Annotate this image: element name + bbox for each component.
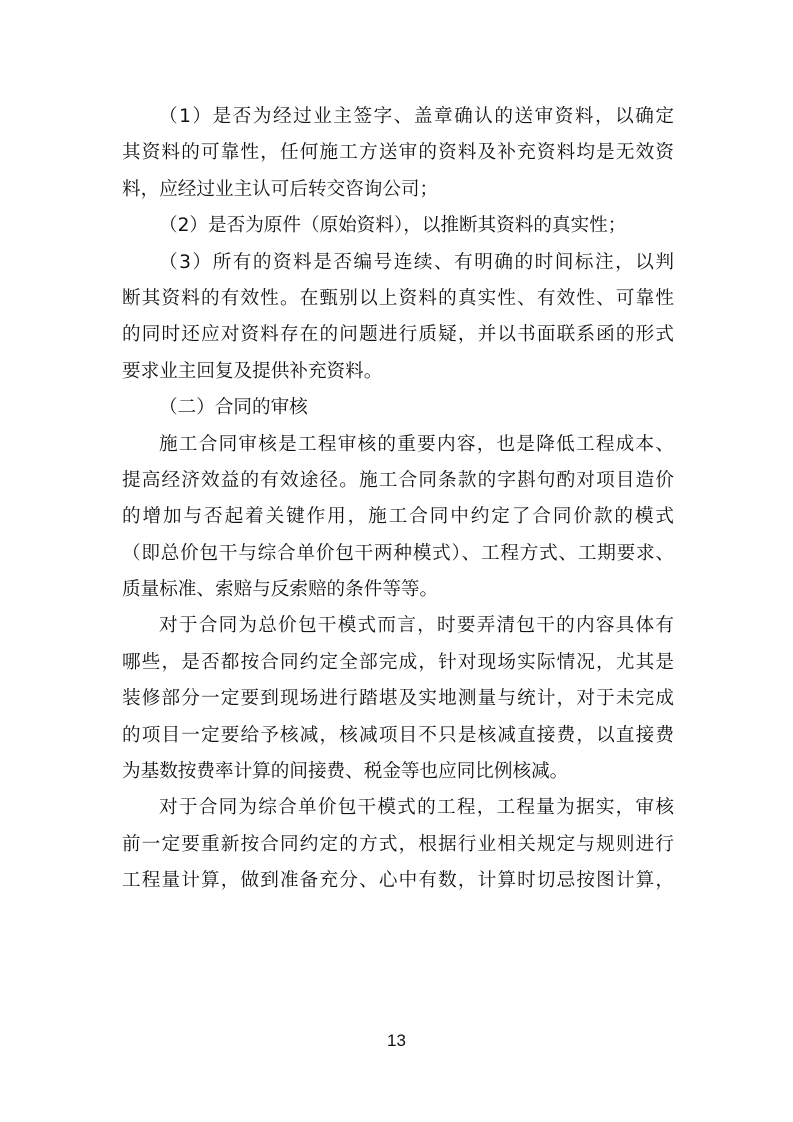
text-line: （二）合同的审核	[159, 397, 308, 419]
text-line: 前一定要重新按合同约定的方式，根据行业相关规定与规则进行	[122, 833, 674, 855]
text-line: 的项目一定要给予核减，核减项目不只是核减直接费，以直接费	[122, 724, 674, 746]
text-line: 对于合同为总价包干模式而言，时要弄清包干的内容具体有	[159, 615, 674, 637]
text-line: （2）是否为原件（原始资料），以推断其资料的真实性；	[159, 215, 627, 237]
text-line: （3）所有的资料是否编号连续、有明确的时间标注，以判	[159, 251, 674, 273]
text-line: 质量标准、索赔与反索赔的条件等等。	[122, 579, 439, 601]
text-line: 要求业主回复及提供补充资料。	[122, 360, 383, 382]
text-line: 断其资料的有效性。在甄别以上资料的真实性、有效性、可靠性	[122, 287, 674, 309]
text-line: 装修部分一定要到现场进行踏堪及实地测量与统计，对于未完成	[122, 688, 674, 710]
text-line: 的增加与否起着关键作用，施工合同中约定了合同价款的模式	[122, 506, 674, 528]
text-line: 提高经济效益的有效途径。施工合同条款的字斟句酌对项目造价	[122, 469, 674, 491]
text-line: （即总价包干与综合单价包干两种模式）、工程方式、工期要求、	[122, 542, 674, 564]
text-line: 对于合同为综合单价包干模式的工程，工程量为据实，审核	[159, 797, 674, 819]
text-line: 施工合同审核是工程审核的重要内容，也是降低工程成本、	[159, 433, 674, 455]
text-line: 为基数按费率计算的间接费、税金等也应同比例核减。	[122, 761, 569, 783]
text-line: 料，应经过业主认可后转交咨询公司；	[122, 178, 439, 200]
text-line: 的同时还应对资料存在的问题进行质疑，并以书面联系函的形式	[122, 324, 674, 346]
text-line: 其资料的可靠性，任何施工方送审的资料及补充资料均是无效资	[122, 142, 674, 164]
text-line: （1）是否为经过业主签字、盖章确认的送审资料，以确定	[159, 106, 674, 127]
text-line: 工程量计算，做到准备充分、心中有数，计算时切忌按图计算，	[122, 870, 674, 892]
text-line: 哪些，是否都按合同约定全部完成，针对现场实际情况，尤其是	[122, 651, 674, 673]
page-number: 13	[387, 1031, 406, 1050]
body-text	[122, 99, 674, 900]
